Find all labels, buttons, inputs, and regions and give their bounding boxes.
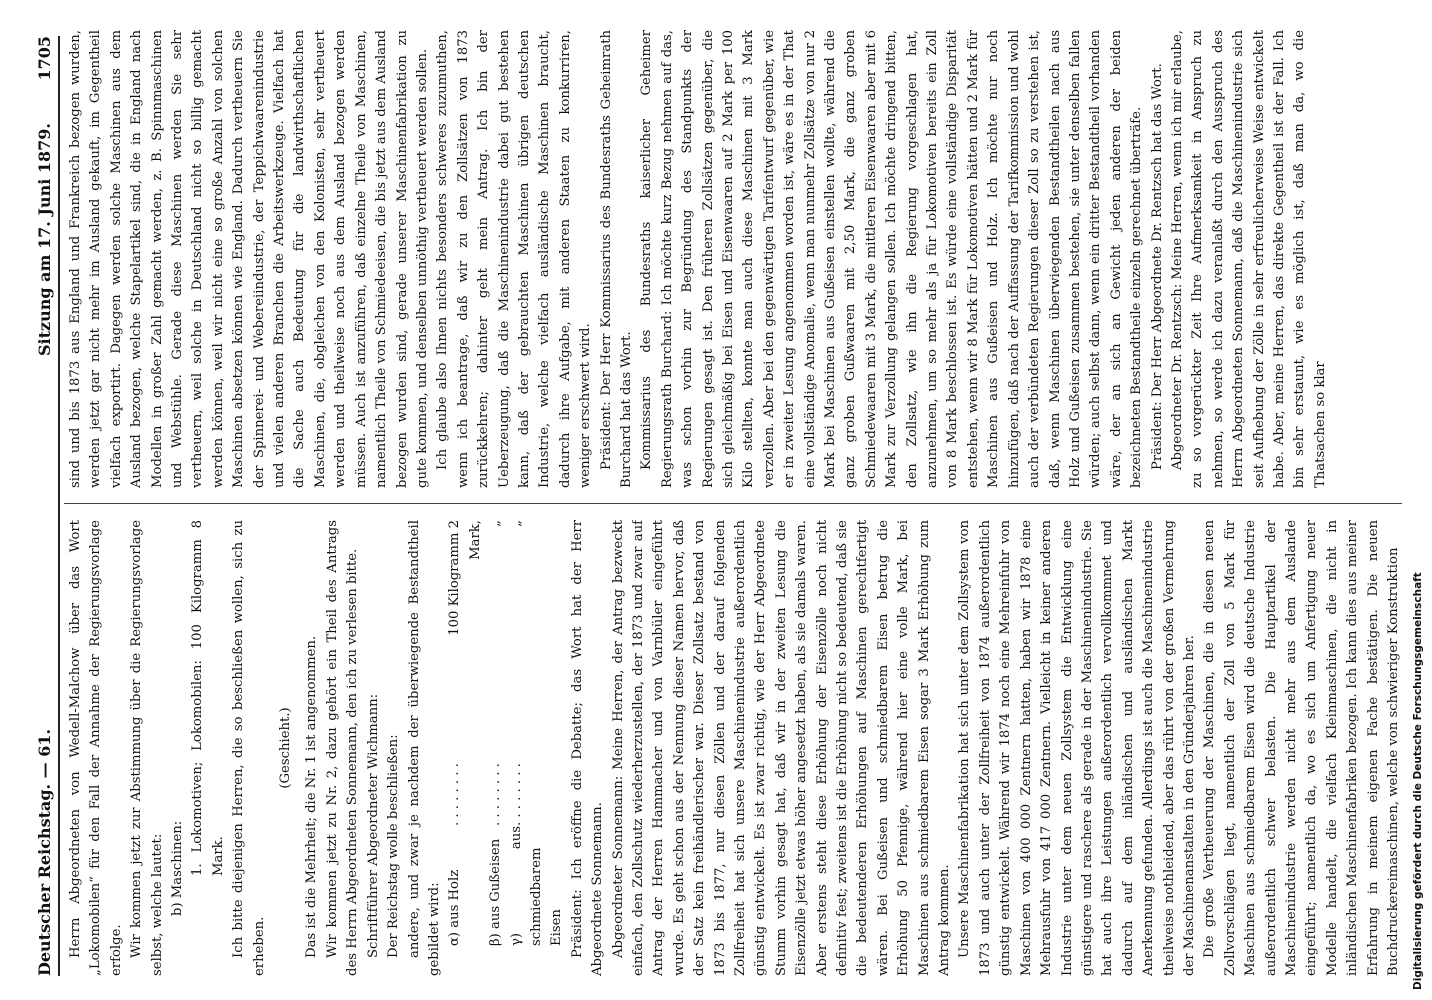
paragraph: andere, und zwar je nachdem der überwiegende Bestandtheil gebildet wird:	[406, 520, 442, 976]
tariff-material: α) aus Holz	[447, 869, 463, 946]
paragraph: 1. Lokomotiven; Lokomobilen: 100 Kilogramm 8 Mark.	[190, 520, 226, 876]
leader-dots: . . . . . . . .	[488, 763, 504, 826]
paragraph: Wir kommen jetzt zur Abstimmung über die Regierungsvorlage selbst, welche lautet:	[129, 520, 165, 976]
digitization-note	[1410, 30, 1432, 990]
paragraph: Das ist die Mehrheit; die Nr. 1 ist angenommen.	[304, 635, 320, 958]
paragraph: Ich glaube also Ihnen nichts besonders schweres zuzumuthen, wenn ich beantrage, daß wir zu den Zollsätzen von 1873 zurückkehren; dahinter geht mein Antrag. Ich bin der Ueberzeugung, daß die Maschinenindustrie dabei gut bestehen kann, daß der gebrauchten Maschinen übrigen deutschen Industrie, welche vielfach ausländische Maschinen braucht, dadurch ihre Aufgabe, mit anderen Staaten zu konkurriren, weniger erschwert wird.	[435, 30, 594, 488]
paragraph: Wir kommen jetzt zu Nr. 2, dazu gehört ein Theil des Antrags des Herrn Abgeordneten Sonnemann, den ich zu verlesen bitte.	[324, 520, 361, 976]
paragraph: Präsident: Der Herr Kommissarius des Bundesraths Geheimrath Burchard hat das Wort.	[598, 30, 634, 488]
paragraph: sind und bis 1873 aus England und Frankreich bezogen wurden, werden jetzt gar nicht mehr im Ausland gekauft, im Gegentheil vielfach exportirt. Dagegen werden solche Maschinen aus dem Ausland bezogen, welche Stapelartikel sind, die in England nach Modellen in großer Zahl gemacht werden, z. B. Spinnmaschinen und Webstühle. Gerade diese Maschinen werden Sie sehr vertheuern, weil solche in Deutschland nicht so billig gemacht werden können, weil wir nicht eine so große Anzahl von solchen Maschinen absetzen können wie England. Dadurch vertheuern Sie der Spinnerei- und Webereiindustrie, der Teppichwaarenindustrie und vielen anderen Branchen die Arbeitswerkzeuge. Vielfach hat die Sache auch Bedeutung für die landwirthschaftlichen Maschinen, die, obgleichen von den Kolonisten, sehr vertheuert werden und theilweise noch aus dem Ausland bezogen werden müssen. Auch ist anzuführen, daß einzelne Theile von Maschinen, namentlich Theile von Schmiedeeisen, die bis jetzt aus dem Ausland bezogen wurden sind, gerade unserer Maschinenfabrikation zu gute kommen, und denselben unnöthig vertheuert werden sollen.	[68, 30, 430, 488]
paragraph: Abgeordneter Dr. Rentzsch: Meine Herren, wenn ich mir erlaube, zu so vorgerückter Zeit Ihre Aufmerksamkeit in Anspruch zu nehmen, so werde ich dazu veranlaßt durch den Ausspruch des Herrn Abgeordneten Sonnemann, daß die Maschinenindustrie sich seit Aufhebung der Zölle in sehr erfreulicherweise Weise entwickelt habe. Aber, meine Herren, das direkte Gegentheil ist der Fall. Ich bin sehr erstaunt, wie es möglich ist, daß man da, wo die Thatsachen so klar	[1169, 30, 1328, 488]
paragraph: Herrn Abgeordneten von Wedell-Malchow über das Wort „Lokomobilen“ für den Fall der Annahme der Regierungsvorlage erfolge.	[68, 520, 124, 976]
paragraph: Ich bitte diejenigen Herren, die so beschließen wollen, sich zu erheben.	[231, 520, 267, 976]
tariff-line	[486, 520, 506, 976]
page-number: 1705	[35, 36, 54, 81]
paragraph: Abgeordneter Sonnemann: Meine Herren, der Antrag bezweckt einfach, den Zollschutz wiederherzustellen, der 1873 und zwar auf Antrag der Herren Hammacher und von Varnbüler eingeführt wurde. Es geht schon aus der Nennung dieser Namen hervor, daß der Satz kein freihändlerischer war. Dieser Zollsatz bestand von 1873 bis 1877, nur diesen Zöllen und der darauf folgenden Zollfreiheit hat sich unsere Maschinenindustrie außerordentlich günstig entwickelt. Es ist zwar richtig, wie der Herr Abgeordnete Stumm vorhin gesagt hat, daß wir in der zweiten Lesung die Eisenzölle jetzt etwas höher angesetzt haben, als sie damals waren. Aber erstens steht diese Erhöhung der Eisenzölle noch nicht definitiv fest; zweitens ist die Erhöhung nicht so bedeutend, daß sie die bedeutenderen Erhöhungen auf Maschinen gerechtfertigt wären. Bei Gußeisen und schmiedbarem Eisen betrug die Erhöhung 50 Pfennige, während hier eine volle Mark, bei Maschinen aus schmiedbarem Eisen sogar 3 Mark Erhöhung zum Antrag kommen.	[610, 520, 953, 976]
paragraph: Präsident: Der Herr Abgeordnete Dr. Rentzsch hat das Wort.	[1149, 63, 1165, 470]
paragraph: Präsident: Ich eröffne die Debatte; das Wort hat der Herr Abgeordnete Sonnemann.	[569, 520, 606, 976]
paragraph: Schriftführer Abgeordneter Wichmann:	[365, 693, 381, 958]
paragraph: Die große Vertheuerung der Maschinen, die in diesen neuen Zollvorschlägen liegt, namentlich der Zoll von 5 Mark für Maschinen aus schmiedbarem Eisen wird die deutsche Industrie außerordentlich schwer belasten. Die Hauptartikel der Maschinenindustrie werden nicht mehr aus dem Auslande eingeführt; namentlich da, wo es sich um Anfertigung neuer Modelle handelt, die vielfach Kleinmaschinen, die nicht in inländischen Maschinenfabriken bezogen. Ich kann dies aus meiner Erfahrung in meinem eigenen Fache bestätigen. Die neuen Buchdruckereimaschinen, welche von schwieriger Konstruktion	[1202, 520, 1401, 976]
page-header	[30, 36, 60, 976]
right-column	[66, 30, 1402, 488]
tariff-line	[507, 520, 568, 976]
tariff-material: β) aus Gußeisen	[488, 838, 504, 946]
paragraph: Kommissarius des Bundesraths kaiserlicher Geheimer Regierungsrath Burchard: Ich möchte kurz Bezug nehmen auf das, was schon vorhin zur Begründung des Standpunkts der Regierungen gesagt ist. Den früheren Zollsätzen gegenüber, die sich gleichmäßig bei Eisen und Eisenwaaren auf 2 Mark per 100 Kilo stellten, konnte man auch diese Maschinen mit 3 Mark verzollen. Aber bei den gegenwärtigen Tarifentwurf gegenüber, wie er in zweiter Lesung angenommen worden ist, wäre es in der That eine vollständige Anomalie, wenn man nunmehr Zollsätze von nur 2 Mark bei Maschinen aus Gußeisen einstellen wollte, während die ganz groben Gußwaaren mit 2,50 Mark, die ganz groben Schmiedewaaren mit 3 Mark, die mittleren Eisenwaaren aber mit 6 Mark zur Verzollung gelangen sollen. Ich möchte dringend bitten, den Zollsatz, wie ihn die Regierung vorgeschlagen hat, anzunehmen, um so mehr als ja für Lokomotiven bereits ein Zoll von 8 Mark beschlossen ist. Es würde eine vollständige Disparität entstehen, wenn wir 8 Mark für Lokomotiven hätten und 2 Mark für Maschinen aus Gußeisen und Holz. Ich möchte nur noch hinzufügen, daß nach der Auffassung der Tarifkommission und wohl auch der verbündeten Regierungen dieser Zoll so zu verstehen ist, daß, wenn Maschinen überwiegenden Bestandtheilen nach aus Holz und Gußeisen zusammen bestehen, sie unter denselben fallen würden; auch selbst dann, wenn ein dritter Bestandtheil vorhanden wäre, der an sich an Gewicht jeden anderen der beiden bezeichneten Bestandtheile einzeln gerechnet überträfe.	[639, 30, 1145, 488]
header-publication: Deutscher Reichstag. — 61.	[35, 728, 54, 976]
paragraph: Unsere Maschinenfabrikation hat sich unter dem Zollsystem von 1873 und auch unter der Zollfreiheit von 1874 außerordentlich günstig entwickelt. Während wir 1874 noch eine Mehreinfuhr von Maschinen von 400 000 Zentnern hatten, haben wir 1878 eine Mehrausfuhr von 417 000 Zentnern. Vielleicht in keiner anderen Industrie unter dem neuen Zollsystem die Entwicklung eine günstigere und raschere als gerade in der Maschinenindustrie. Sie hat auch ihre Leistungen außerordentlich vervollkommnet und dadurch auf dem inländischen und ausländischen Markt Anerkennung gefunden. Allerdings ist auch die Maschinenindustrie theilweise nothleidend, aber das rührt von der großen Vermehrung der Maschinenanstalten in den Gründerjahren her.	[957, 520, 1197, 976]
header-session-date: Sitzung am 17. Juni 1879.	[35, 123, 54, 356]
paragraph: b) Maschinen:	[170, 820, 186, 916]
left-column	[66, 520, 1402, 976]
tariff-line	[445, 520, 486, 976]
tariff-material: γ) aus schmiedbarem Eisen	[508, 826, 565, 946]
leader-dots: . . . . . . . .	[508, 763, 524, 826]
digitization-credit: Digitalisierung gefördert durch die Deutsche Forschungsgemeinschaft	[1412, 572, 1424, 990]
tariff-rate: „	[488, 520, 504, 527]
tariff-rate: 100 Kilogramm 2 Mark,	[447, 520, 483, 636]
stage-direction: (Geschieht.)	[278, 707, 294, 789]
column-divider	[64, 503, 1402, 504]
leader-dots: . . . . . . . .	[447, 763, 463, 826]
tariff-rate: „	[508, 520, 524, 527]
paragraph: Der Reichstag wolle beschließen:	[386, 734, 402, 958]
